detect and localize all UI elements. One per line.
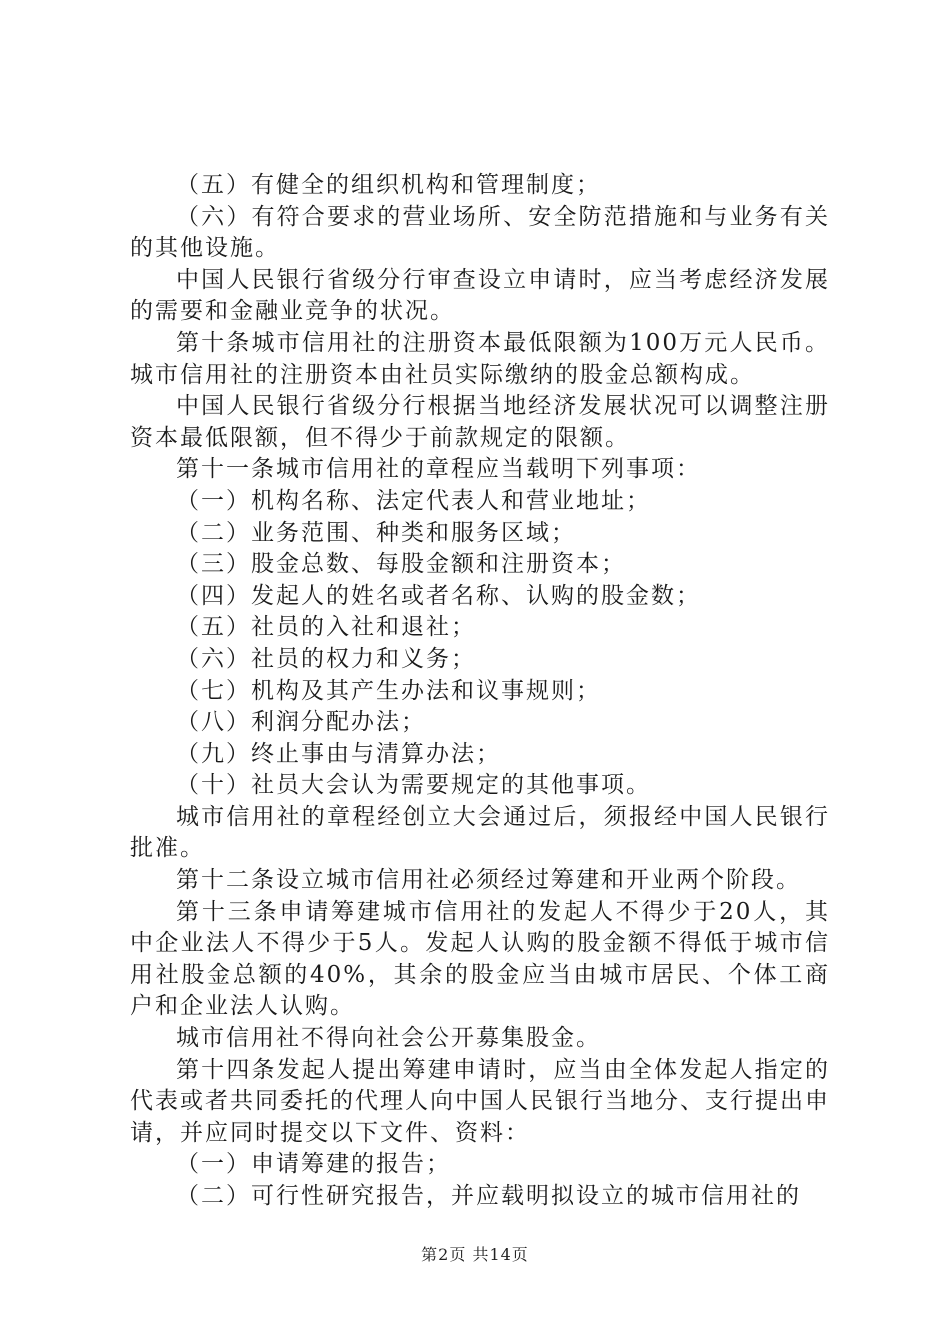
page-number-footer: 第2页 共14页	[421, 1245, 529, 1264]
paragraph: （一）申请筹建的报告；	[176, 1151, 451, 1178]
paragraph: （六）社员的权力和义务；	[176, 645, 476, 672]
paragraph: （二）可行性研究报告，并应载明拟设立的城市信用社的	[176, 1183, 801, 1209]
paragraph: 第十一条城市信用社的章程应当载明下列事项：	[176, 456, 701, 483]
paragraph: 第十四条发起人提出筹建申请时，应当由全体发起人指定的代表或者共同委托的代理人向中国人民银行当地分、支行提出申请，并应同时提交以下文件、资料：	[130, 1056, 830, 1146]
paragraph: 第十三条申请筹建城市信用社的发起人不得少于20人，其中企业法人不得少于5人。发起人认购的股金额不得低于城市信用社股金总额的40%，其余的股金应当由城市居民、个体工商户和企业法人认购。	[130, 898, 830, 1020]
paragraph: （六）有符合要求的营业场所、安全防范措施和与业务有关的其他设施。	[130, 203, 830, 262]
paragraph: 中国人民银行省级分行根据当地经济发展状况可以调整注册资本最低限额，但不得少于前款规定的限额。	[130, 393, 830, 451]
paragraph: 城市信用社的章程经创立大会通过后，须报经中国人民银行批准。	[130, 803, 830, 862]
paragraph: （十）社员大会认为需要规定的其他事项。	[176, 772, 651, 799]
paragraph: 中国人民银行省级分行审查设立申请时，应当考虑经济发展的需要和金融业竞争的状况。	[130, 266, 830, 325]
paragraph: （五）有健全的组织机构和管理制度；	[176, 172, 601, 198]
paragraph: （八）利润分配办法；	[176, 709, 426, 736]
paragraph: （二）业务范围、种类和服务区域；	[176, 519, 576, 546]
paragraph: （五）社员的入社和退社；	[176, 614, 476, 641]
paragraph: 第十二条设立城市信用社必须经过筹建和开业两个阶段。	[176, 867, 801, 894]
paragraph: （一）机构名称、法定代表人和营业地址；	[176, 487, 651, 514]
paragraph: （三）股金总数、每股金额和注册资本；	[176, 551, 626, 578]
paragraph: （七）机构及其产生办法和议事规则；	[176, 677, 601, 704]
paragraph: （四）发起人的姓名或者名称、认购的股金数；	[176, 582, 701, 609]
paragraph: 第十条城市信用社的注册资本最低限额为100万元人民币。城市信用社的注册资本由社员实际缴纳的股金总额构成。	[130, 329, 830, 388]
paragraph: （九）终止事由与清算办法；	[176, 740, 501, 767]
document-body	[130, 170, 830, 1213]
paragraph: 城市信用社不得向社会公开募集股金。	[176, 1025, 601, 1052]
